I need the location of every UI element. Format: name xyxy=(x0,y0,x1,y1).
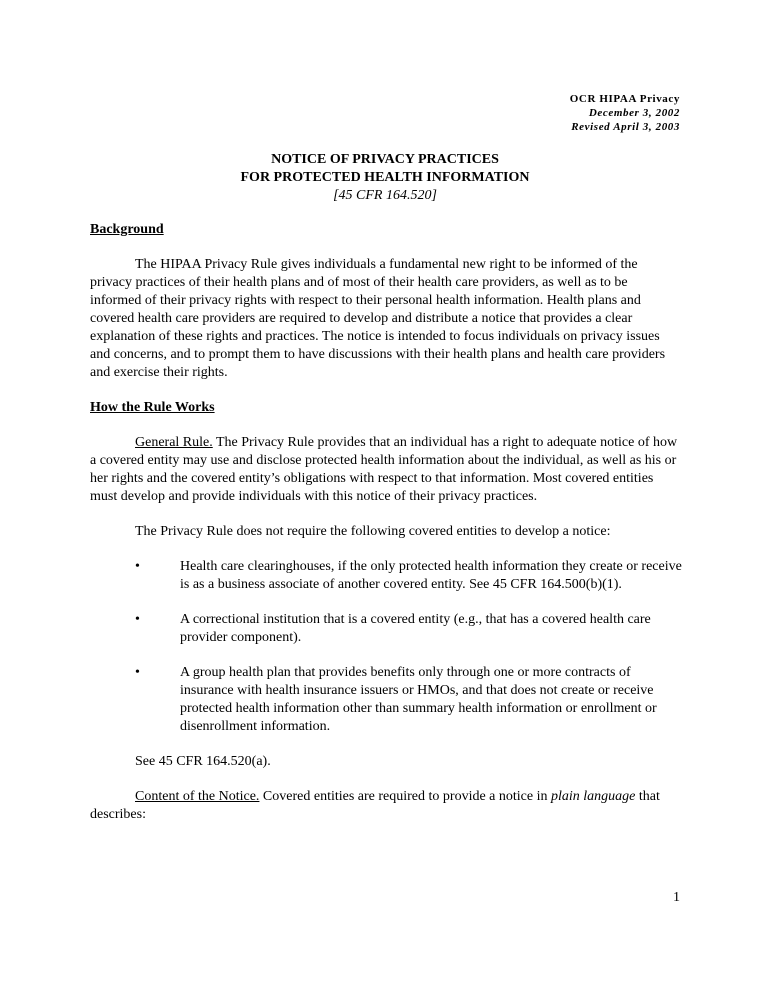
list-item xyxy=(90,558,682,594)
list-item xyxy=(90,611,682,647)
general-rule-text: The Privacy Rule provides that an individual has a right to adequate notice of how a covered entity may use and disclose protected health information about the individual, as well as his or her rights and the covered entity’s obligations with respect to that information. Most covered entities must develop and provide individuals with this notice of their privacy practices. xyxy=(90,435,678,504)
header-revised-date: Revised April 3, 2003 xyxy=(571,121,680,133)
bullet-text: Health care clearinghouses, if the only protected health information they create or receive is as a business associate of another covered entity. See 45 CFR 164.500(b)(1). xyxy=(180,559,682,592)
bullet-text: A correctional institution that is a covered entity (e.g., that has a covered health care provider component). xyxy=(180,612,651,645)
general-rule-paragraph xyxy=(90,434,682,506)
document-title xyxy=(0,151,770,205)
background-paragraph: The HIPAA Privacy Rule gives individuals a fundamental new right to be informed of the privacy practices of their health plans and of most of their health care providers, as well as to be informed of their privacy rights with respect to their personal health information. Health plans and covered health care providers are required to develop and distribute a notice that provides a clear explanation of these rights and practices. The notice is intended to focus individuals on privacy issues and concerns, and to prompt them to have discussions with their health plans and health care providers and exercise their rights. xyxy=(90,257,666,380)
content-text-part-2: that describes: xyxy=(90,789,660,822)
background-heading: Background xyxy=(90,222,164,237)
content-of-notice-label: Content of the Notice. xyxy=(135,789,260,804)
content-text-part-1: Covered entities are required to provide a notice in xyxy=(259,789,551,804)
bullet-point: • xyxy=(135,559,140,574)
how-rule-works-heading: How the Rule Works xyxy=(90,400,215,415)
document-body xyxy=(90,221,682,824)
bullet-text: A group health plan that provides benefits only through one or more contracts of insurance with health insurance issuers or HMOs, and that does not create or receive protected health information other than summary health information or enrollment or disenrollment information. xyxy=(180,665,657,734)
not-required-paragraph: The Privacy Rule does not require the following covered entities to develop a notice: xyxy=(135,524,611,539)
bullet-point: • xyxy=(135,665,140,680)
plain-language-emphasis: plain language xyxy=(550,789,636,804)
general-rule-label: General Rule. xyxy=(135,435,213,450)
title-line-2: FOR PROTECTED HEALTH INFORMATION xyxy=(240,170,530,185)
header-date: December 3, 2002 xyxy=(588,107,680,119)
page-number: 1 xyxy=(673,890,680,905)
see-reference: See 45 CFR 164.520(a). xyxy=(135,754,271,769)
title-line-1: NOTICE OF PRIVACY PRACTICES xyxy=(271,152,499,167)
title-citation: [45 CFR 164.520] xyxy=(333,188,437,203)
content-of-notice-paragraph xyxy=(90,788,682,824)
list-item xyxy=(90,664,682,736)
document-header xyxy=(570,92,680,134)
header-org: OCR HIPAA Privacy xyxy=(569,93,680,105)
bullet-point: • xyxy=(135,612,140,627)
